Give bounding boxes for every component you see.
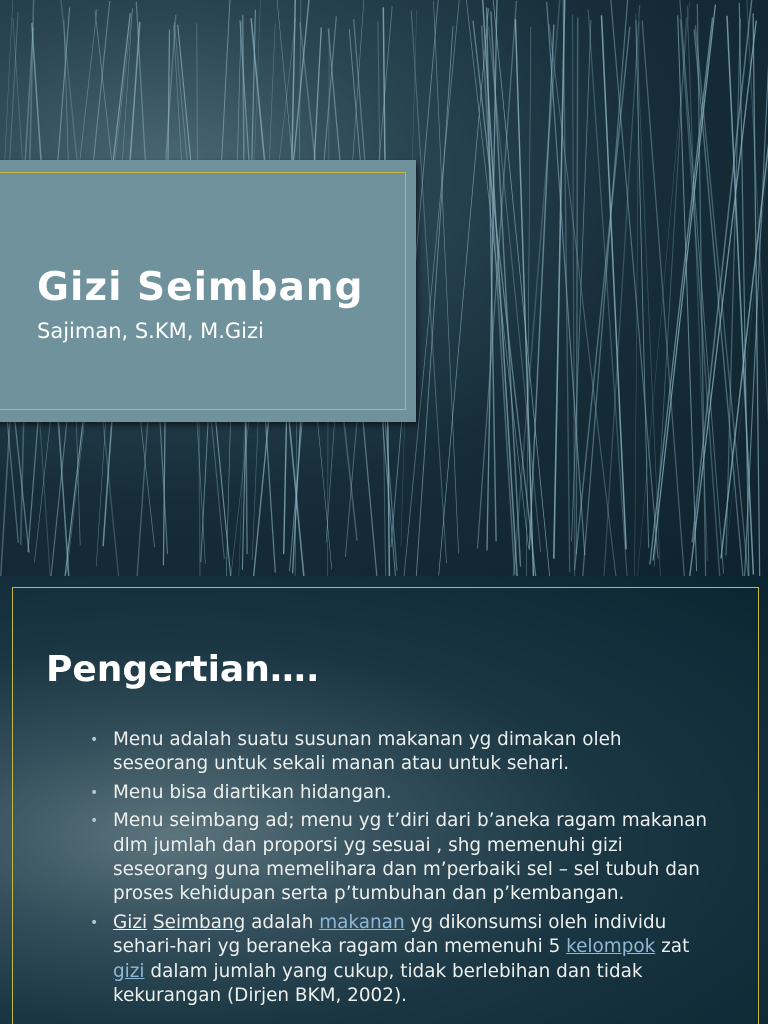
background-line (636, 20, 649, 548)
content-heading: Pengertian…. (46, 649, 320, 690)
background-line (529, 25, 554, 550)
bullet-text: zat (655, 936, 690, 958)
bullet-text: dalam jumlah yang cukup, tidak berlebihan dan tidak kekurangan (Dirjen BKM, 2002). (113, 960, 643, 1007)
background-line (434, 1, 459, 554)
background-line (576, 18, 577, 555)
bullet-dot-icon: • (90, 813, 99, 830)
background-line (515, 19, 534, 576)
slide-title: Gizi Seimbang (37, 265, 364, 310)
bullet-dot-icon: • (90, 732, 99, 748)
bullet-text: Menu adalah suatu susunan makanan yg dimakan oleh seseorang untuk sekali manan atau untuk sehari. (113, 729, 622, 775)
link-kelompok[interactable]: kelompok (566, 936, 656, 958)
background-line (482, 26, 515, 575)
background-line (563, 0, 570, 572)
bullet-text: adalah (245, 911, 320, 933)
slide-subtitle: Sajiman, S.KM, M.Gizi (37, 319, 264, 343)
bullet-text: Menu bisa diartikan hidangan. (113, 781, 392, 803)
background-line (739, 3, 749, 576)
bullet-text: Menu seimbang ad; menu yg t’diri dari b’aneka ragam makanan dlm jumlah dan proporsi yg sesuai , shg memenuhi gizi seseorang guna memelihara dan m’perbaiki sel – sel tubuh dan proses kehidupan serta p’tumbuhan dan p’kembangan. (113, 810, 708, 905)
word-seimbang: Seimbang (152, 911, 246, 933)
bullet-dot-icon: • (90, 784, 99, 801)
bullet-item (90, 809, 710, 907)
word-gizi: Gizi (113, 911, 148, 933)
link-makanan[interactable]: makanan (319, 911, 405, 933)
bullet-item (90, 728, 710, 777)
bullet-list (90, 728, 710, 1012)
background-line (635, 22, 640, 576)
background-line (411, 11, 446, 563)
background-line (554, 0, 565, 559)
bullet-dot-icon: • (90, 914, 99, 931)
content-slide (0, 576, 768, 1024)
bullet-text: yg dikonsumsi oleh individu sehari-hari yg beraneka ragam dan memenuhi 5 (113, 911, 667, 958)
bullet-item (90, 911, 710, 1009)
link-gizi[interactable]: gizi (113, 960, 145, 982)
bullet-item (90, 781, 710, 805)
background-line (642, 20, 686, 576)
